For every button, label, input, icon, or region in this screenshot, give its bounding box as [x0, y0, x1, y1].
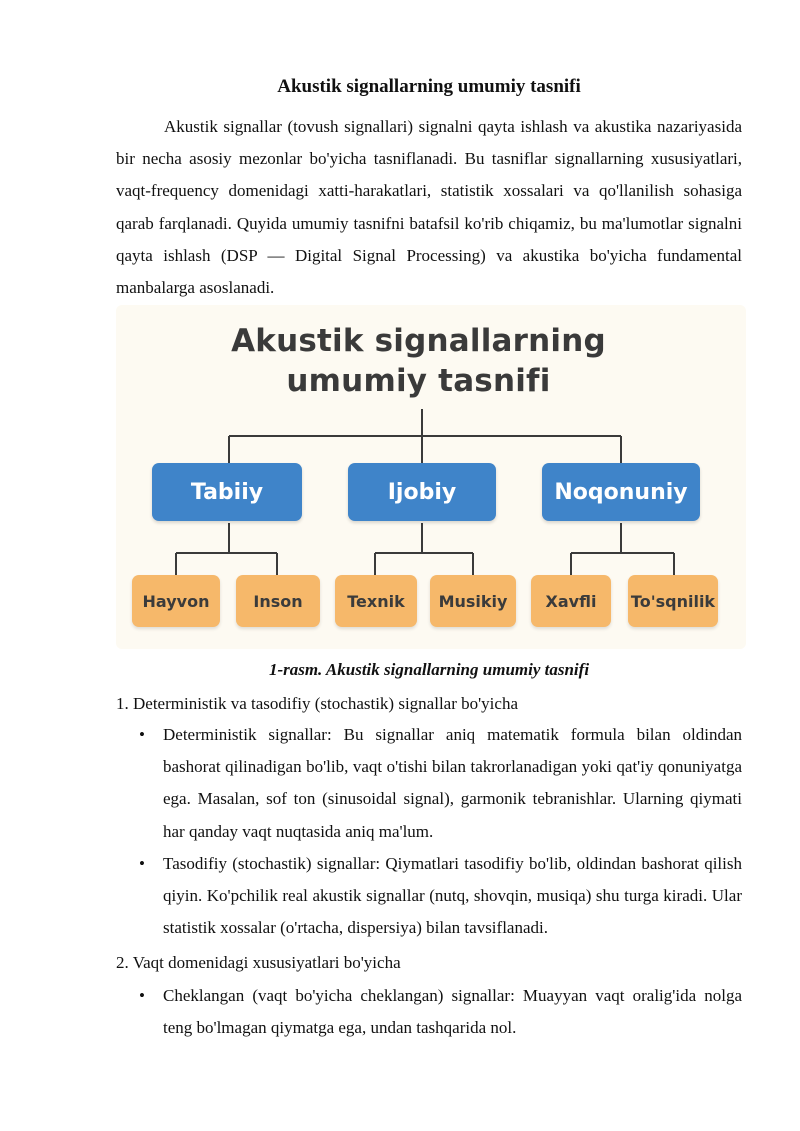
node-xavfli: Xavfli: [531, 575, 611, 627]
node-hayvon: Hayvon: [132, 575, 220, 627]
node-noqonuniy: Noqonuniy: [542, 463, 700, 521]
intro-paragraph: Akustik signallar (tovush signallari) signalni qayta ishlash va akustika nazariyasida bir necha asosiy mezonlar bo'yicha tasniflanadi. Bu tasniflar signallarning xususiyatlari, vaqt-frequency domenidagi xatti-harakatlari, statistik xossalari va qo'llanilish sohasiga qarab farqlanadi. Quyida umumiy tasnifni batafsil ko'rib chiqamiz, bu ma'lumotlar signalni qayta ishlash (DSP — Digital Signal Processing) va akustika bo'yicha fundamental manbalarga asoslanadi.: [116, 117, 742, 298]
list-item: [116, 980, 742, 1044]
list-item-text: Cheklangan (vaqt bo'yicha cheklangan) signallar: Muayyan vaqt oralig'ida nolga teng bo'lmagan qiymatga ega, undan tashqarida nol.: [163, 986, 742, 1038]
diagram-title-line-1: Akustik signallarning: [231, 323, 606, 359]
bullet-icon: •: [139, 986, 145, 1005]
node-tabiiy: Tabiiy: [152, 463, 302, 521]
document-title: Akustik signallarning umumiy tasnifi: [277, 76, 581, 97]
classification-diagram: [116, 305, 746, 649]
diagram-title-line-2: umumiy tasnifi: [286, 363, 551, 399]
node-ijobiy: Ijobiy: [348, 463, 496, 521]
figure-caption: 1-rasm. Akustik signallarning umumiy tasnifi: [268, 660, 590, 679]
bullet-icon: •: [139, 725, 145, 744]
bullet-icon: •: [139, 854, 145, 873]
list-item-text: Tasodifiy (stochastik) signallar: Qiymatlari tasodifiy bo'lib, oldindan bashorat qilish qiyin. Ko'pchilik real akustik signallar (nutq, shovqin, musiqa) shu turga kiradi. Ular statistik xossalar (o'rtacha, dispersiya) bilan tavsiflanadi.: [163, 854, 742, 938]
node-musikiy: Musikiy: [430, 575, 516, 627]
section-heading-2: 2. Vaqt domenidagi xususiyatlari bo'yicha: [116, 953, 401, 972]
node-texnik: Texnik: [335, 575, 417, 627]
list-item-text: Deterministik signallar: Bu signallar aniq matematik formula bilan oldindan bashorat qilinadigan bo'lib, vaqt o'tishi bilan takrorlanadigan yoki qat'iy qonuniyatga ega. Masalan, sof ton (sinusoidal signal), garmonik tebranishlar. Ularning qiymati har qanday vaqt nuqtasida aniq ma'lum.: [163, 725, 742, 841]
section-heading-1: 1. Deterministik va tasodifiy (stochastik) signallar bo'yicha: [116, 694, 518, 713]
list-item: [116, 848, 742, 945]
node-tosqnilik: To'sqnilik: [628, 575, 718, 627]
list-item: [116, 719, 742, 848]
node-inson: Inson: [236, 575, 320, 627]
